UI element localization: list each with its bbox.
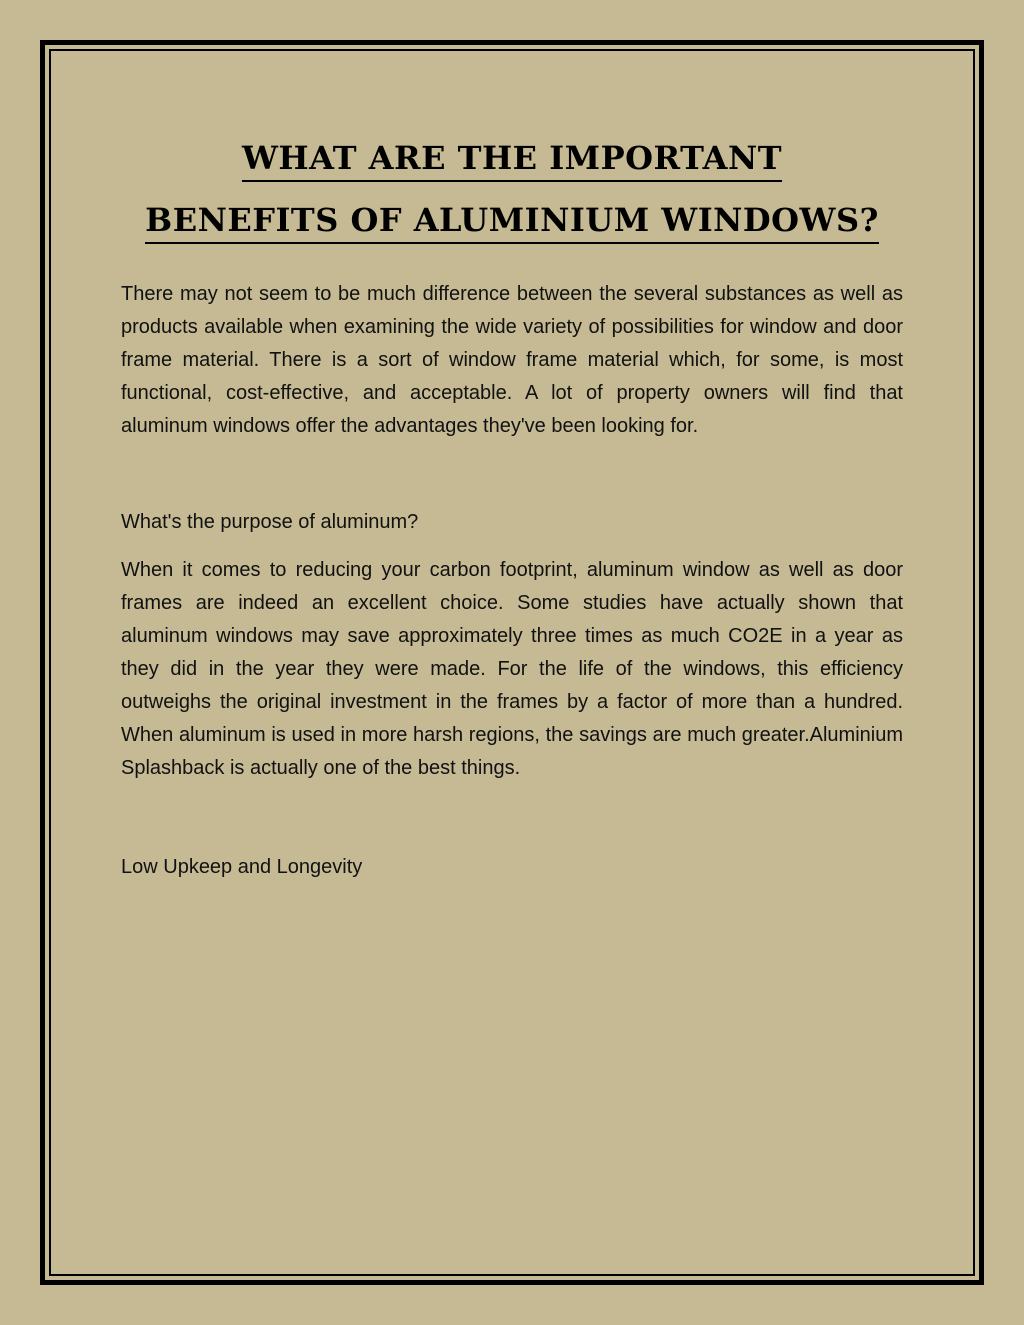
paragraph-purpose: When it comes to reducing your carbon footprint, aluminum window as well as door frames are indeed an excellent choice. Some studies have actually shown that aluminum windows may save approximately three times as much CO2E in a year as they did in the year they were made. For the life of the windows, this efficiency outweighs the original investment in the frames by a factor of more than a hundred. When aluminum is used in more harsh regions, the savings are much greater.Aluminium Splashback is actually one of the best things. bbox=[121, 559, 903, 779]
title-line-1: WHAT ARE THE IMPORTANT bbox=[242, 136, 782, 182]
document-title bbox=[60, 128, 964, 252]
subheading-upkeep: Low Upkeep and Longevity bbox=[121, 856, 363, 878]
title-line-2: BENEFITS OF ALUMINIUM WINDOWS? bbox=[145, 198, 879, 244]
document-body bbox=[121, 278, 903, 884]
subheading-purpose: What's the purpose of aluminum? bbox=[121, 511, 419, 533]
paragraph-intro: There may not seem to be much difference between the several substances as well as products available when examining the wide variety of possibilities for window and door frame material. There is a sort of window frame material which, for some, is most functional, cost-effective, and acceptable. A lot of property owners will find that aluminum windows offer the advantages they've been looking for. bbox=[121, 283, 903, 437]
